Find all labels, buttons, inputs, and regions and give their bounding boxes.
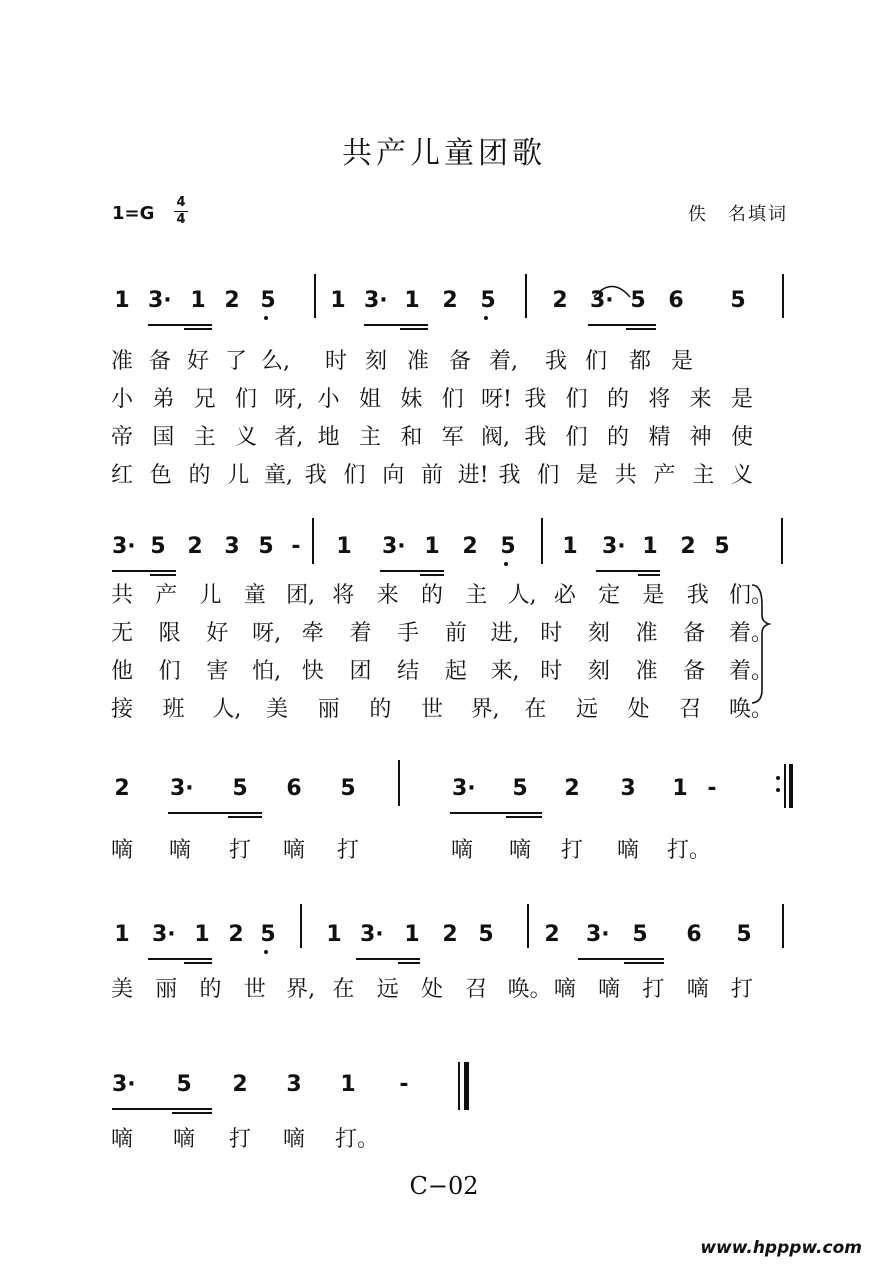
lyric-syllable: 的 (606, 387, 629, 412)
lyric-syllable: 军 (441, 425, 464, 450)
note: 1 (562, 534, 578, 559)
lyric-syllable: 嘀 (282, 838, 305, 863)
lyric-syllable: 嘀 (598, 977, 621, 1002)
note: 3· (360, 922, 384, 947)
note: 1 (642, 534, 658, 559)
note: 5 (632, 922, 648, 947)
note: 3· (112, 1072, 136, 1097)
lyric-syllable: 美 (110, 977, 133, 1002)
website-watermark: www.hpppw.com (700, 1238, 862, 1258)
lyric-syllable: 嘀 (686, 977, 709, 1002)
lyric-syllable: 人, (507, 583, 537, 608)
lyric-syllable: 准 (406, 349, 429, 374)
lyric-syllable: 刻 (587, 659, 610, 684)
lyric-syllable: 无 (110, 621, 133, 646)
lyric-syllable: 呀, (274, 387, 304, 412)
lyric-syllable: 牵 (301, 621, 324, 646)
lyric-syllable: 刻 (587, 621, 610, 646)
lyric-syllable: 嘀 (282, 1127, 305, 1152)
lyric-syllable: 么, (261, 349, 290, 374)
lyric-syllable: 备 (683, 621, 706, 646)
lyric-syllable: 远 (376, 977, 399, 1002)
note: 5 (150, 534, 166, 559)
lyric-syllable: 打 (336, 838, 359, 863)
lyric-syllable: 儿 (199, 583, 222, 608)
note: 3 (224, 534, 240, 559)
lyric-syllable: 嘀 (110, 838, 133, 863)
note: 5 (730, 288, 746, 313)
note: 5 (260, 922, 276, 947)
lyric-syllable: 我 (524, 387, 547, 412)
lyric-syllable: 打 (730, 977, 753, 1002)
lyric-syllable: 唤。 (507, 977, 552, 1002)
lyric-syllable: 嘀 (508, 838, 531, 863)
note: 6 (668, 288, 684, 313)
note: 3· (170, 776, 194, 801)
note: 3· (586, 922, 610, 947)
lyric-syllable: 打 (228, 838, 251, 863)
lyric-syllable: 怕, (252, 659, 282, 684)
lyric-syllable: 进, (490, 621, 520, 646)
lyric-syllable: 我 (686, 583, 709, 608)
lyric-syllable: 准 (635, 621, 658, 646)
note: 5 (500, 534, 516, 559)
lyric-syllable: 唤。 (729, 697, 774, 722)
lyric-syllable: 处 (627, 697, 650, 722)
lyric-syllable: 打 (560, 838, 583, 863)
note: 2 (224, 288, 240, 313)
lyric-syllable: 是 (670, 349, 693, 374)
note: 6 (286, 776, 302, 801)
lyric-syllable: 我 (304, 463, 327, 488)
lyric-syllable: 结 (397, 659, 420, 684)
lyric-syllable: 的 (606, 425, 629, 450)
note: 3 (620, 776, 636, 801)
lyric-syllable: 界, (470, 697, 500, 722)
lyric-syllable: 童 (243, 583, 266, 608)
note: 1 (336, 534, 352, 559)
lyric-syllable: 前 (444, 621, 467, 646)
note: 5 (340, 776, 356, 801)
lyric-syllable: 是 (575, 463, 598, 488)
lyric-syllable: 打。 (667, 838, 712, 863)
lyric-syllable: 了 (224, 349, 247, 374)
note: 2 (187, 534, 203, 559)
lyric-syllable: 打 (228, 1127, 251, 1152)
lyric-syllable: 手 (397, 621, 420, 646)
lyric-syllable: 嘀 (616, 838, 639, 863)
note: 1 (404, 288, 420, 313)
song-title: 共产儿童团歌 (342, 136, 546, 171)
lyric-syllable: 是 (642, 583, 665, 608)
lyric-syllable: 备 (683, 659, 706, 684)
lyric-syllable: 召 (679, 697, 702, 722)
lyric-syllable: 世 (420, 697, 443, 722)
note: - (291, 534, 301, 559)
note: 1 (340, 1072, 356, 1097)
key-signature: 1=G (112, 203, 155, 224)
note: 2 (564, 776, 580, 801)
note: 5 (714, 534, 730, 559)
note: 5 (480, 288, 496, 313)
lyric-syllable: 进! (457, 463, 489, 488)
lyric-syllable: 呀! (481, 387, 512, 412)
lyric-syllable: 是 (730, 387, 753, 412)
lyric-syllable: 起 (444, 659, 467, 684)
lyric-syllable: 阀, (481, 425, 510, 450)
lyric-syllable: 妹 (400, 387, 423, 412)
lyric-syllable: 神 (689, 425, 712, 450)
time-signature-top: 4 (176, 195, 186, 210)
note: 3· (148, 288, 172, 313)
lyric-syllable: 班 (162, 697, 185, 722)
lyric-syllable: 来 (376, 583, 399, 608)
lyric-syllable: 定 (598, 583, 621, 608)
lyric-syllable: 共 (614, 463, 637, 488)
lyric-syllable: 打。 (335, 1127, 380, 1152)
lyric-syllable: 红 (110, 463, 133, 488)
lyric-syllable: 呀, (252, 621, 282, 646)
lyric-syllable: 主 (358, 425, 381, 450)
note: 5 (478, 922, 494, 947)
lyric-syllable: 快 (301, 659, 324, 684)
lyric-syllable: 童, (264, 463, 293, 488)
lyric-syllable: 他 (110, 659, 133, 684)
lyric-syllable: 前 (420, 463, 443, 488)
lyric-syllable: 害 (206, 659, 229, 684)
lyric-syllable: 好 (186, 349, 209, 374)
lyric-syllable: 团, (286, 583, 316, 608)
lyric-syllable: 来 (689, 387, 712, 412)
note: 3· (590, 288, 614, 313)
lyric-syllable: 着, (489, 349, 518, 374)
lyric-syllable: 处 (420, 977, 443, 1002)
lyric-syllable: 弟 (152, 387, 175, 412)
lyric-syllable: 的 (188, 463, 211, 488)
lyric-syllable: 我 (498, 463, 521, 488)
lyric-syllable: 的 (420, 583, 443, 608)
lyric-syllable: 主 (465, 583, 488, 608)
lyric-syllable: 美 (265, 697, 288, 722)
note: - (399, 1072, 409, 1097)
note: 3 (286, 1072, 302, 1097)
note: 5 (176, 1072, 192, 1097)
lyric-syllable: 备 (448, 349, 471, 374)
lyric-syllable: 的 (199, 977, 222, 1002)
note: 5 (260, 288, 276, 313)
page-footer: C−02 (409, 1172, 479, 1200)
lyric-syllable: 产 (653, 463, 676, 488)
note: 3· (382, 534, 406, 559)
lyric-syllable: 接 (110, 697, 133, 722)
lyric-syllable: 丽 (155, 977, 178, 1002)
note: 3· (112, 534, 136, 559)
lyric-syllable: 我 (544, 349, 567, 374)
lyric-syllable: 姐 (358, 387, 381, 412)
lyric-syllable: 着。 (729, 659, 774, 684)
lyric-syllable: 将 (648, 387, 671, 412)
lyric-syllable: 界, (286, 977, 316, 1002)
slur-mark (594, 287, 630, 298)
lyric-syllable: 产 (155, 583, 178, 608)
lyric-syllable: 使 (730, 425, 753, 450)
lyric-syllable: 刻 (364, 349, 387, 374)
lyric-syllable: 人, (212, 697, 242, 722)
lyric-syllable: 主 (692, 463, 715, 488)
lyric-syllable: 们 (343, 463, 366, 488)
lyric-syllable: 嘀 (172, 1127, 195, 1152)
lyric-syllable: 时 (540, 621, 563, 646)
lyric-syllable: 准 (110, 349, 133, 374)
lyric-syllable: 儿 (227, 463, 250, 488)
lyric-syllable: 们 (158, 659, 181, 684)
lyric-syllable: 们 (565, 425, 588, 450)
note: 1 (114, 922, 130, 947)
lyric-syllable: 们 (537, 463, 560, 488)
lyric-syllable: 嘀 (553, 977, 576, 1002)
note: 1 (404, 922, 420, 947)
note: 3· (364, 288, 388, 313)
lyric-syllable: 着 (349, 621, 372, 646)
lyric-syllable: 在 (332, 977, 355, 1002)
lyric-syllable: 限 (158, 621, 181, 646)
note: 1 (190, 288, 206, 313)
lyric-syllable: 们 (565, 387, 588, 412)
note: 2 (680, 534, 696, 559)
note: 2 (462, 534, 478, 559)
note: 3· (152, 922, 176, 947)
lyric-syllable: 们 (441, 387, 464, 412)
lyric-syllable: 都 (628, 349, 651, 374)
note: 2 (114, 776, 130, 801)
lyric-syllable: 们。 (729, 583, 774, 608)
note: 2 (228, 922, 244, 947)
note: - (707, 776, 717, 801)
lyric-syllable: 地 (317, 425, 340, 450)
lyric-syllable: 嘀 (168, 838, 191, 863)
lyric-syllable: 来, (490, 659, 520, 684)
lyric-syllable: 色 (149, 463, 172, 488)
lyric-syllable: 时 (324, 349, 347, 374)
note: 6 (686, 922, 702, 947)
lyric-syllable: 远 (575, 697, 598, 722)
lyric-syllable: 团 (349, 659, 372, 684)
note: 1 (114, 288, 130, 313)
lyric-syllable: 共 (110, 583, 133, 608)
lyric-syllable: 义 (730, 463, 753, 488)
note: 1 (326, 922, 342, 947)
lyric-syllable: 嘀 (110, 1127, 133, 1152)
lyric-syllable: 小 (317, 387, 340, 412)
note: 5 (736, 922, 752, 947)
note: 5 (512, 776, 528, 801)
lyricist-credit: 佚 名填词 (688, 204, 788, 225)
note: 1 (194, 922, 210, 947)
lyric-syllable: 备 (148, 349, 171, 374)
lyric-syllable: 们 (234, 387, 257, 412)
lyric-syllable: 准 (635, 659, 658, 684)
lyric-syllable: 主 (193, 425, 216, 450)
lyric-syllable: 精 (648, 425, 671, 450)
note: 2 (544, 922, 560, 947)
lyric-syllable: 向 (382, 463, 405, 488)
lyric-syllable: 义 (234, 425, 257, 450)
note: 3· (602, 534, 626, 559)
lyric-syllable: 着。 (729, 621, 774, 646)
lyric-syllable: 的 (369, 697, 392, 722)
lyric-syllable: 帝 (110, 425, 133, 450)
lyric-syllable: 国 (152, 425, 175, 450)
lyric-syllable: 丽 (317, 697, 340, 722)
lyric-syllable: 们 (584, 349, 607, 374)
note: 3· (452, 776, 476, 801)
lyric-syllable: 者, (274, 425, 304, 450)
time-signature-bottom: 4 (176, 212, 186, 227)
lyric-syllable: 在 (524, 697, 547, 722)
lyric-syllable: 好 (206, 621, 229, 646)
note: 2 (442, 288, 458, 313)
note: 2 (442, 922, 458, 947)
lyric-syllable: 兄 (193, 387, 216, 412)
lyric-syllable: 打 (642, 977, 665, 1002)
lyric-syllable: 和 (400, 425, 423, 450)
lyric-syllable: 必 (553, 583, 576, 608)
lyric-syllable: 我 (524, 425, 547, 450)
lyric-syllable: 将 (332, 583, 355, 608)
lyric-syllable: 嘀 (450, 838, 473, 863)
lyric-syllable: 召 (465, 977, 488, 1002)
note: 1 (424, 534, 440, 559)
lyric-syllable: 小 (110, 387, 133, 412)
lyric-syllable: 世 (243, 977, 266, 1002)
verse-bracket (752, 585, 769, 703)
note: 5 (232, 776, 248, 801)
lyric-syllable: 时 (540, 659, 563, 684)
note: 5 (630, 288, 646, 313)
note: 2 (232, 1072, 248, 1097)
note: 5 (258, 534, 274, 559)
note: 2 (552, 288, 568, 313)
note: 1 (330, 288, 346, 313)
note: 1 (672, 776, 688, 801)
